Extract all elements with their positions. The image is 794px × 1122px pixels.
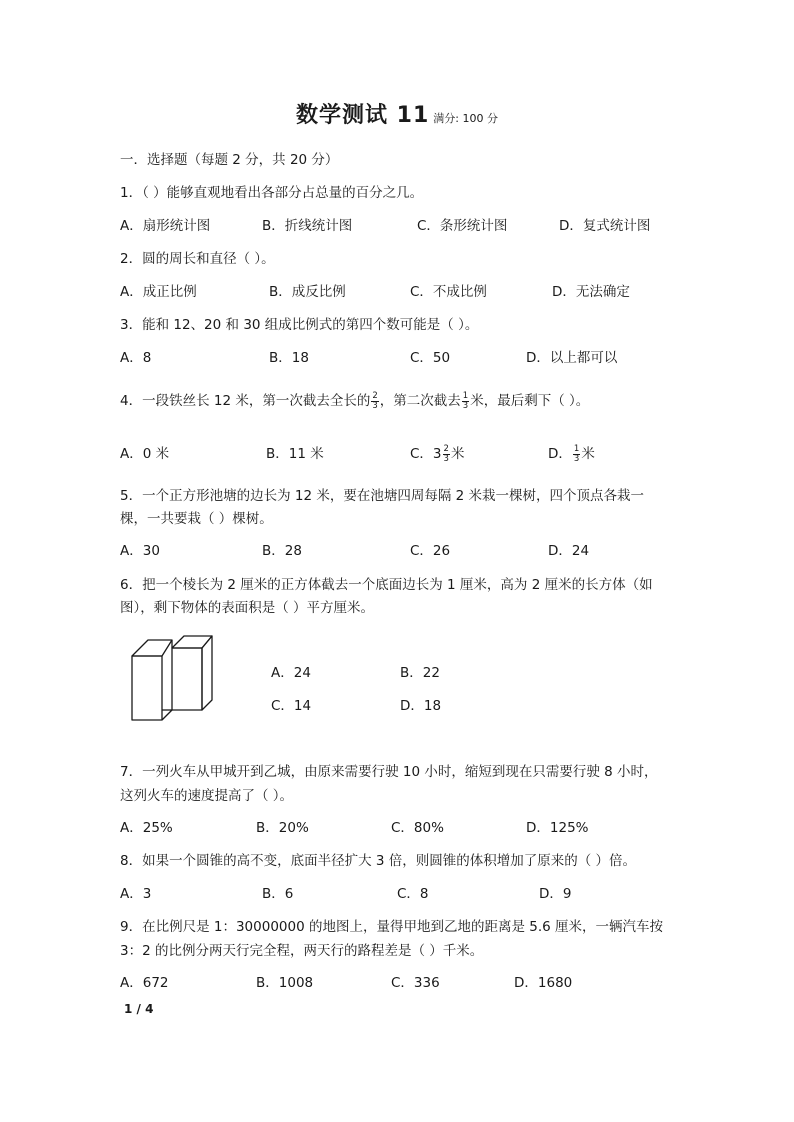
q5-option-c: C．26 [410,543,451,559]
q3-option-b: B．18 [269,350,309,366]
question-3: 3．能和 12、20 和 30 组成比例式的第四个数可能是（ ）。 [120,317,479,333]
q4-fraction-1: $\frac{2}{3}$ [372,390,378,411]
q9-option-a: A．672 [120,975,169,991]
q6-option-c: C．14 [271,698,312,714]
q4-option-c: C．3 $\frac{2}{3}$ 米 [410,443,465,464]
q9-option-b: B．1008 [256,975,314,991]
q5-option-b: B．28 [262,543,302,559]
q4-option-b: B．11 米 [266,446,324,462]
question-7-line-2: 这列火车的速度提高了（ ）。 [120,788,294,804]
q2-option-b: B．成反比例 [269,284,346,300]
q1-option-d: D．复式统计图 [559,218,651,234]
question-9-line-2: 3：2 的比例分两天行完全程，两天行的路程差是（ ）千米。 [120,943,484,959]
q4-text-part3: 米，最后剩下（ ）。 [470,393,590,409]
question-8: 8．如果一个圆锥的高不变，底面半径扩大 3 倍，则圆锥的体积增加了原来的（ ）倍。 [120,853,637,869]
q7-option-c: C．80% [391,820,444,836]
question-9-line-1: 9．在比例尺是 1：30000000 的地图上，量得甲地到乙地的距离是 5.6 厘米，一辆汽车按 [120,919,664,935]
question-2: 2．圆的周长和直径（ ）。 [120,251,275,267]
q4-text-part2: ，第二次截去 [379,393,461,409]
q3-option-a: A．8 [120,350,152,366]
q1-option-c: C．条形统计图 [417,218,508,234]
q8-option-c: C．8 [397,886,429,902]
q1-option-a: A．扇形统计图 [120,218,211,234]
q2-option-c: C．不成比例 [410,284,487,300]
q7-option-d: D．125% [526,820,589,836]
q3-option-c: C．50 [410,350,451,366]
question-6-line-1: 6．把一个棱长为 2 厘米的正方体截去一个底面边长为 1 厘米，高为 2 厘米的长方体（如 [120,577,653,593]
exam-title: 数学测试 11 [296,103,430,128]
q6-option-a: A．24 [271,665,311,681]
question-5-line-2: 棵，一共要栽（ ）棵树。 [120,511,273,527]
question-7-line-1: 7．一列火车从甲城开到乙城，由原来需要行驶 10 小时，缩短到现在只需要行驶 8 小时， [120,764,658,780]
question-1: 1．（ ）能够直观地看出各部分占总量的百分之几。 [120,185,424,201]
q6-option-d: D．18 [400,698,442,714]
q7-option-a: A．25% [120,820,173,836]
q8-option-b: B．6 [262,886,294,902]
q5-option-a: A．30 [120,543,160,559]
q4-text-part1: 4．一段铁丝长 12 米，第一次截去全长的 [120,393,371,409]
cut-cube-figure [128,634,218,724]
q3-option-d: D．以上都可以 [526,350,618,366]
q8-option-a: A．3 [120,886,152,902]
question-5-line-1: 5．一个正方形池塘的边长为 12 米，要在池塘四周每隔 2 米栽一棵树，四个顶点各栽一 [120,488,645,504]
q4-fraction-2: $\frac{1}{3}$ [462,390,469,411]
q2-option-d: D．无法确定 [552,284,630,300]
question-4 [120,391,589,411]
q5-option-d: D．24 [548,543,590,559]
q8-option-d: D．9 [539,886,572,902]
page-title [0,101,794,134]
page-number: 1 / 4 [124,1002,154,1016]
q6-option-b: B．22 [400,665,440,681]
q1-option-b: B．折线统计图 [262,218,353,234]
q4-option-a: A．0 米 [120,446,170,462]
q2-option-a: A．成正比例 [120,284,197,300]
score-note: 满分: 100 分 [433,112,498,125]
section-heading: 一．选择题（每题 2 分，共 20 分） [120,152,339,168]
q9-option-c: C．336 [391,975,440,991]
q9-option-d: D．1680 [514,975,573,991]
q4-option-d: D． $\frac{1}{3}$ 米 [548,443,595,464]
question-6-line-2: 图），剩下物体的表面积是（ ）平方厘米。 [120,600,375,616]
q7-option-b: B．20% [256,820,309,836]
